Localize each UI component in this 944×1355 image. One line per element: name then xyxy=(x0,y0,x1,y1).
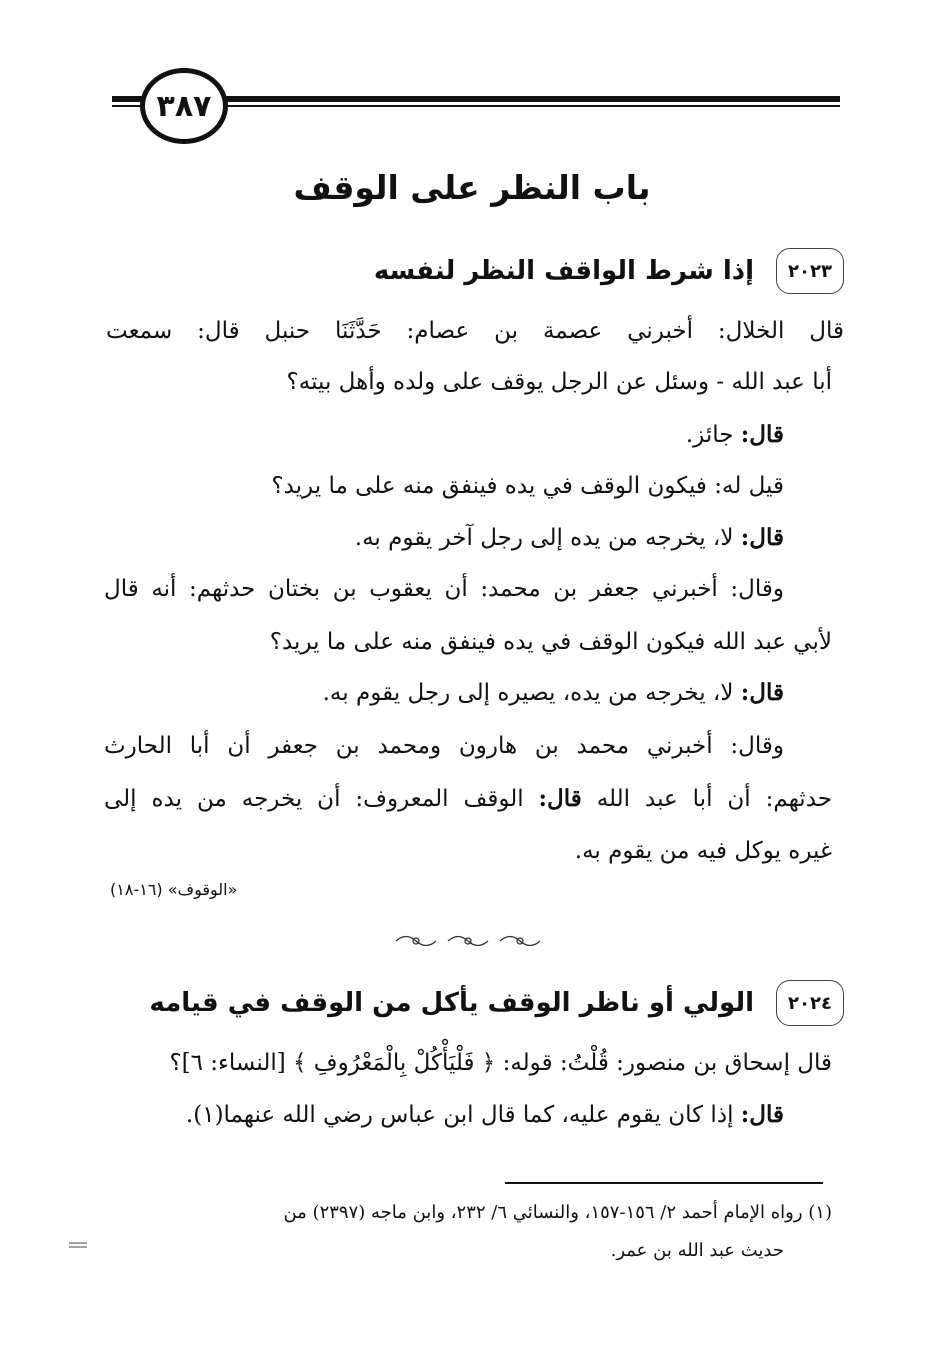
speaker-label: قال: xyxy=(740,679,784,706)
text-line: قال الخلال: أخبرني عصمة بن عصام: حَدَّثَنَا حنبل قال: سمعت xyxy=(106,318,844,344)
text-line: غيره يوكل فيه من يقوم به. xyxy=(574,838,832,864)
section-divider-ornament xyxy=(392,931,552,951)
text-line xyxy=(355,523,784,553)
text-fragment: حدثهم: أن أبا عبد الله xyxy=(581,786,832,812)
speaker-label: قال: xyxy=(740,1101,784,1128)
text-line xyxy=(104,784,832,814)
section-number-badge: ٢٠٢٤ xyxy=(776,980,844,1026)
text-line: وقال: أخبرني محمد بن هارون ومحمد بن جعفر أن أبا الحارث xyxy=(104,733,784,759)
text-line xyxy=(323,678,784,708)
speaker-label: قال: xyxy=(740,524,784,551)
section-title: إذا شرط الواقف النظر لنفسه xyxy=(373,256,754,286)
text-line: لأبي عبد الله فيكون الوقف في يده فينفق منه على ما يريد؟ xyxy=(269,629,832,655)
answer-text: لا، يخرجه من يده إلى رجل آخر يقوم به. xyxy=(354,525,741,551)
answer-text: إذا كان يقوم عليه، كما قال ابن عباس رضي الله عنهما(١). xyxy=(185,1102,741,1128)
text-line: قال إسحاق بن منصور: قُلْتُ: قوله: ﴿ فَلْيَأْكُلْ بِالْمَعْرُوفِ ﴾ [النساء: ٦]؟ xyxy=(169,1050,832,1076)
speaker-label: قال: xyxy=(740,421,784,448)
source-reference: «الوقوف» (١٦-١٨) xyxy=(110,880,238,899)
section-number-badge: ٢٠٢٣ xyxy=(776,248,844,294)
text-line: وقال: أخبرني جعفر بن محمد: أن يعقوب بن بختان حدثهم: أنه قال xyxy=(104,576,784,602)
margin-mark-icon xyxy=(68,1240,88,1250)
text-line xyxy=(186,1100,784,1130)
section-heading-2023 xyxy=(374,248,844,294)
page-number: ٣٨٧ xyxy=(156,88,212,124)
text-line: أبا عبد الله - وسئل عن الرجل يوقف على ولده وأهل بيته؟ xyxy=(286,369,832,395)
answer-text: لا، يخرجه من يده، يصيره إلى رجل يقوم به. xyxy=(322,680,741,706)
speaker-label: قال: xyxy=(538,785,582,812)
chapter-title: باب النظر على الوقف xyxy=(293,168,651,207)
section-heading-2024 xyxy=(149,980,844,1026)
answer-text: جائز. xyxy=(685,422,741,448)
footnote-rule xyxy=(505,1182,823,1184)
page-number-badge xyxy=(140,68,228,144)
footnote-line: (١) رواه الإمام أحمد ٢/ ١٥٦-١٥٧، والنسائي ٦/ ٢٣٢، وابن ماجه (٢٣٩٧) من xyxy=(283,1202,832,1223)
footnote-line: حديث عبد الله بن عمر. xyxy=(610,1240,784,1261)
section-title: الولي أو ناظر الوقف يأكل من الوقف في قيامه xyxy=(149,988,754,1018)
text-line: قيل له: فيكون الوقف في يده فينفق منه على ما يريد؟ xyxy=(271,473,784,499)
text-line xyxy=(686,420,784,450)
text-fragment: الوقف المعروف: أن يخرجه من يده إلى xyxy=(104,786,539,812)
